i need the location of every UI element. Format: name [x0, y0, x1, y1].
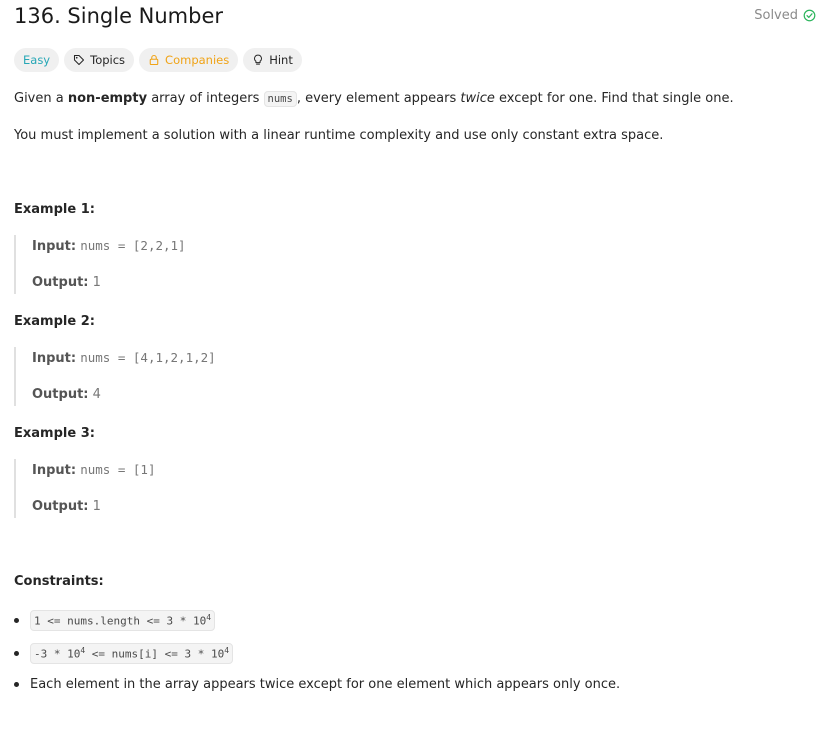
- exponent: 4: [224, 646, 230, 655]
- example-1-block: [14, 235, 714, 294]
- constraint-text: -3 * 10: [34, 647, 81, 661]
- constraint-text: Each element in the array appears twice except for one element which appears only once.: [30, 677, 621, 692]
- example-2-title: Example 2:: [14, 314, 95, 329]
- hint-label: Hint: [269, 53, 293, 67]
- example-1-output: [32, 275, 101, 290]
- constraint-item-1: [14, 610, 215, 631]
- example-3-input: [32, 462, 155, 478]
- difficulty-tag[interactable]: [14, 48, 59, 72]
- desc-italic: twice: [460, 91, 495, 106]
- tag-row: [14, 48, 302, 72]
- topics-label: Topics: [90, 53, 126, 67]
- desc-code-nums: nums: [264, 91, 297, 107]
- example-3-output: [32, 499, 101, 514]
- desc-text: except for one. Find that single one.: [494, 91, 734, 106]
- constraint-item-3: [14, 677, 620, 692]
- topics-tag[interactable]: [64, 48, 134, 72]
- example-3-block: [14, 459, 714, 518]
- check-circle-icon: [803, 9, 816, 22]
- bullet-dot: [14, 618, 19, 623]
- output-value: 1: [92, 499, 101, 514]
- example-2-input: [32, 350, 216, 366]
- constraint-text: <= nums[i] <= 3 * 10: [85, 647, 225, 661]
- tag-icon: [73, 54, 85, 66]
- input-label: Input:: [32, 239, 77, 254]
- lock-icon: [148, 54, 160, 66]
- exponent: 4: [80, 646, 86, 655]
- companies-tag[interactable]: [139, 48, 238, 72]
- constraint-text: 1 <= nums.length <= 3 * 10: [34, 614, 207, 628]
- output-label: Output:: [32, 387, 89, 402]
- solved-status: [754, 8, 816, 23]
- input-value: nums = [2,2,1]: [80, 238, 186, 253]
- example-2-output: [32, 387, 101, 402]
- description-paragraph-2: You must implement a solution with a linear runtime complexity and use only constant extra space.: [14, 128, 664, 143]
- example-3-title: Example 3:: [14, 426, 95, 441]
- constraints-title: Constraints:: [14, 574, 104, 589]
- companies-label: Companies: [165, 53, 230, 67]
- solved-label: Solved: [754, 8, 798, 23]
- desc-text: , every element appears: [296, 91, 461, 106]
- description-paragraph-1: [14, 90, 734, 108]
- output-value: 4: [92, 387, 101, 402]
- input-value: nums = [4,1,2,1,2]: [80, 350, 216, 365]
- input-label: Input:: [32, 463, 77, 478]
- output-value: 1: [92, 275, 101, 290]
- output-label: Output:: [32, 275, 89, 290]
- constraint-code-2: [30, 643, 233, 664]
- constraint-code-1: [30, 610, 215, 631]
- desc-text: Given a: [14, 91, 68, 106]
- hint-tag[interactable]: [243, 48, 302, 72]
- lightbulb-icon: [252, 54, 264, 66]
- input-value: nums = [1]: [80, 462, 156, 477]
- exponent: 4: [206, 613, 212, 622]
- bullet-dot: [14, 651, 19, 656]
- page-title: 136. Single Number: [14, 4, 224, 28]
- desc-bold: non-empty: [67, 91, 148, 106]
- output-label: Output:: [32, 499, 89, 514]
- example-1-input: [32, 238, 186, 254]
- difficulty-label: Easy: [23, 53, 51, 67]
- desc-text: array of integers: [147, 91, 264, 106]
- input-label: Input:: [32, 351, 77, 366]
- example-1-title: Example 1:: [14, 202, 95, 217]
- bullet-dot: [14, 682, 19, 687]
- example-2-block: [14, 347, 714, 406]
- constraint-item-2: [14, 643, 233, 664]
